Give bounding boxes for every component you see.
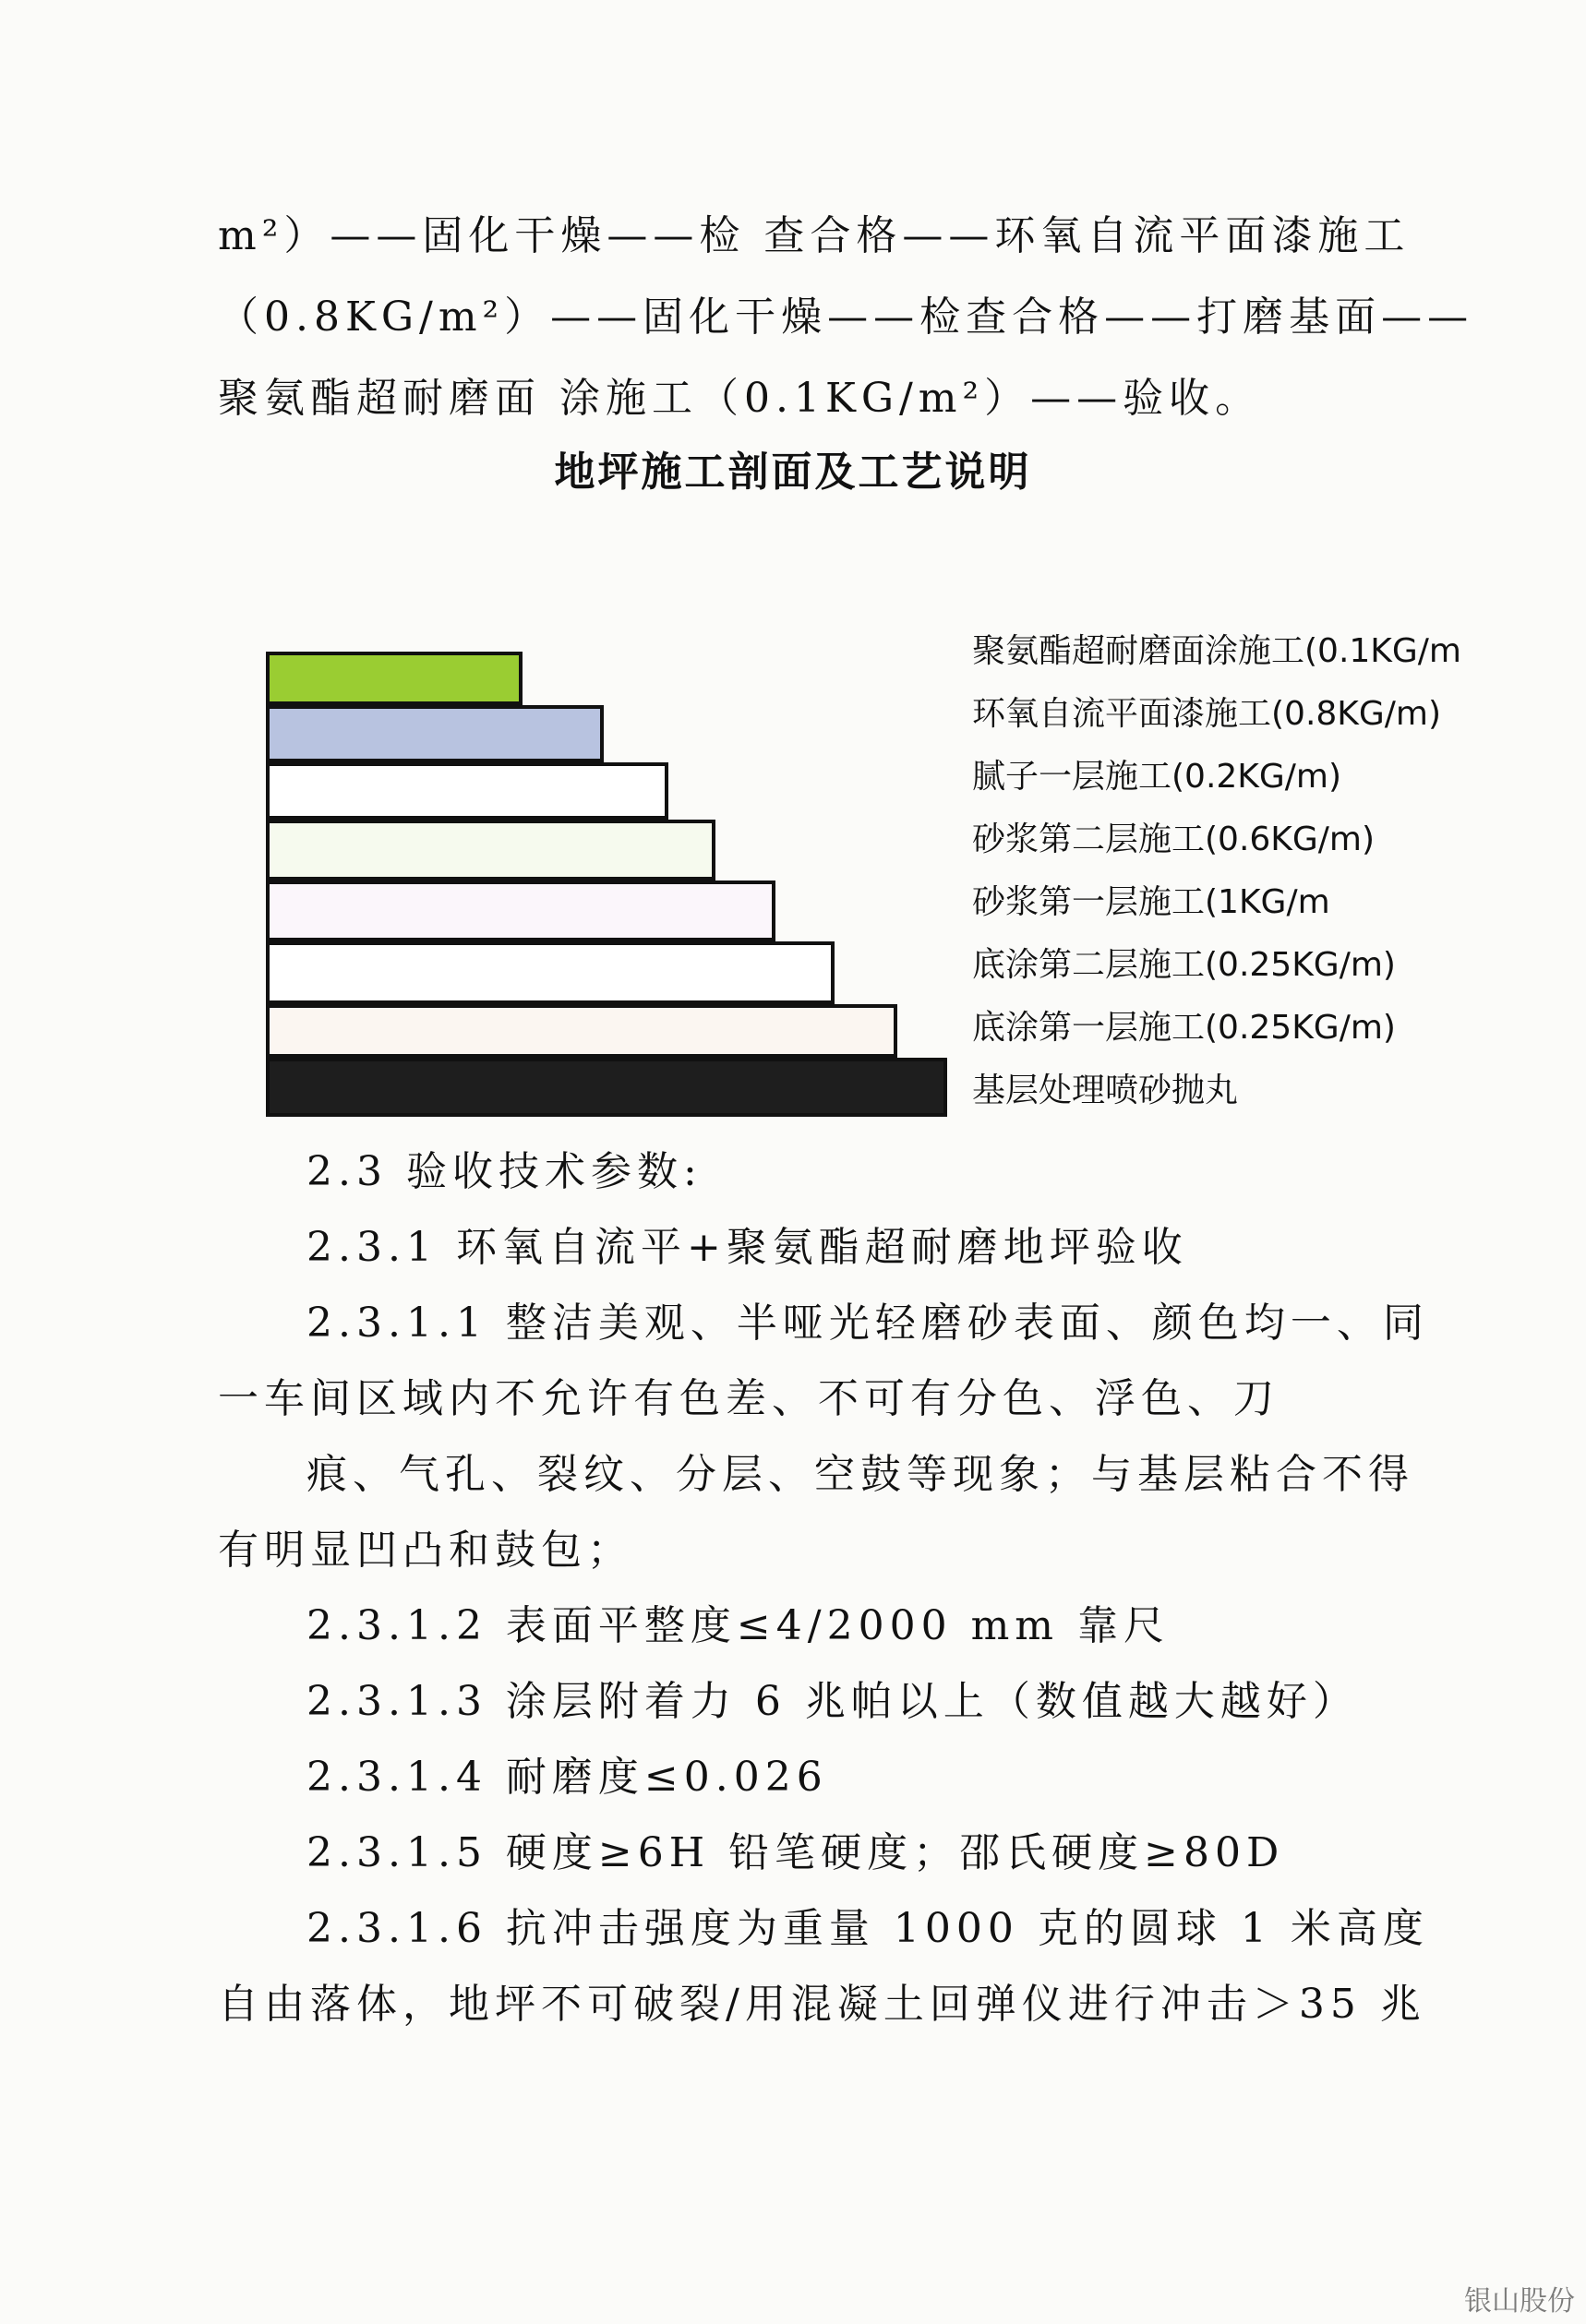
intro-line-2: （0.8KG/m²）——固化干燥——检查合格——打磨基面——	[218, 293, 1474, 341]
body-line-7: 2.3.1.2 表面平整度≤4/2000 mm 靠尺	[306, 1602, 1171, 1649]
body-line-4: 一车间区域内不允许有色差、不可有分色、浮色、刀	[218, 1375, 1280, 1422]
layer-block-3	[266, 820, 715, 880]
body-line-3: 2.3.1.1 整洁美观、半哑光轻磨砂表面、颜色均一、同	[306, 1300, 1429, 1347]
layer-label-2: 腻子一层施工(0.2KG/m)	[972, 758, 1342, 796]
diagram-title: 地坪施工剖面及工艺说明	[554, 449, 1032, 496]
layer-block-1	[266, 705, 604, 762]
layer-block-5	[266, 941, 835, 1004]
watermark: 银山股份	[1464, 2285, 1575, 2318]
layer-label-5: 底涂第二层施工(0.25KG/m)	[972, 946, 1396, 984]
layer-block-6	[266, 1004, 897, 1058]
body-line-9: 2.3.1.4 耐磨度≤0.026	[306, 1754, 828, 1801]
subsection-heading: 2.3.1 环氧自流平+聚氨酯超耐磨地坪验收	[306, 1224, 1188, 1271]
layer-label-1: 环氧自流平面漆施工(0.8KG/m)	[972, 695, 1442, 733]
layer-label-0: 聚氨酯超耐磨面涂施工(0.1KG/m	[972, 632, 1461, 670]
intro-line-3: 聚氨酯超耐磨面 涂施工（0.1KG/m²）——验收。	[218, 375, 1262, 422]
layer-label-6: 底涂第一层施工(0.25KG/m)	[972, 1009, 1396, 1047]
layer-block-4	[266, 880, 775, 941]
body-line-8: 2.3.1.3 涂层附着力 6 兆帕以上（数值越大越好）	[306, 1678, 1359, 1725]
body-line-12: 自由落体，地坪不可破裂/用混凝土回弹仪进行冲击＞35 兆	[218, 1981, 1426, 2028]
layer-label-7: 基层处理喷砂抛丸	[972, 1072, 1239, 1109]
layer-block-7	[266, 1058, 947, 1117]
body-line-11: 2.3.1.6 抗冲击强度为重量 1000 克的圆球 1 米高度	[306, 1905, 1429, 1952]
layer-block-2	[266, 762, 668, 820]
intro-line-1: m²）——固化干燥——检 查合格——环氧自流平面漆施工	[218, 212, 1411, 259]
body-line-6: 有明显凹凸和鼓包；	[218, 1527, 633, 1574]
layer-label-4: 砂浆第一层施工(1KG/m	[972, 883, 1330, 921]
layer-block-0	[266, 652, 523, 705]
body-line-5: 痕、气孔、裂纹、分层、空鼓等现象；与基层粘合不得	[306, 1451, 1414, 1498]
body-line-10: 2.3.1.5 硬度≥6H 铅笔硬度；邵氏硬度≥80D	[306, 1829, 1285, 1876]
section-heading: 2.3 验收技术参数:	[306, 1148, 703, 1195]
layer-label-3: 砂浆第二层施工(0.6KG/m)	[972, 821, 1376, 858]
